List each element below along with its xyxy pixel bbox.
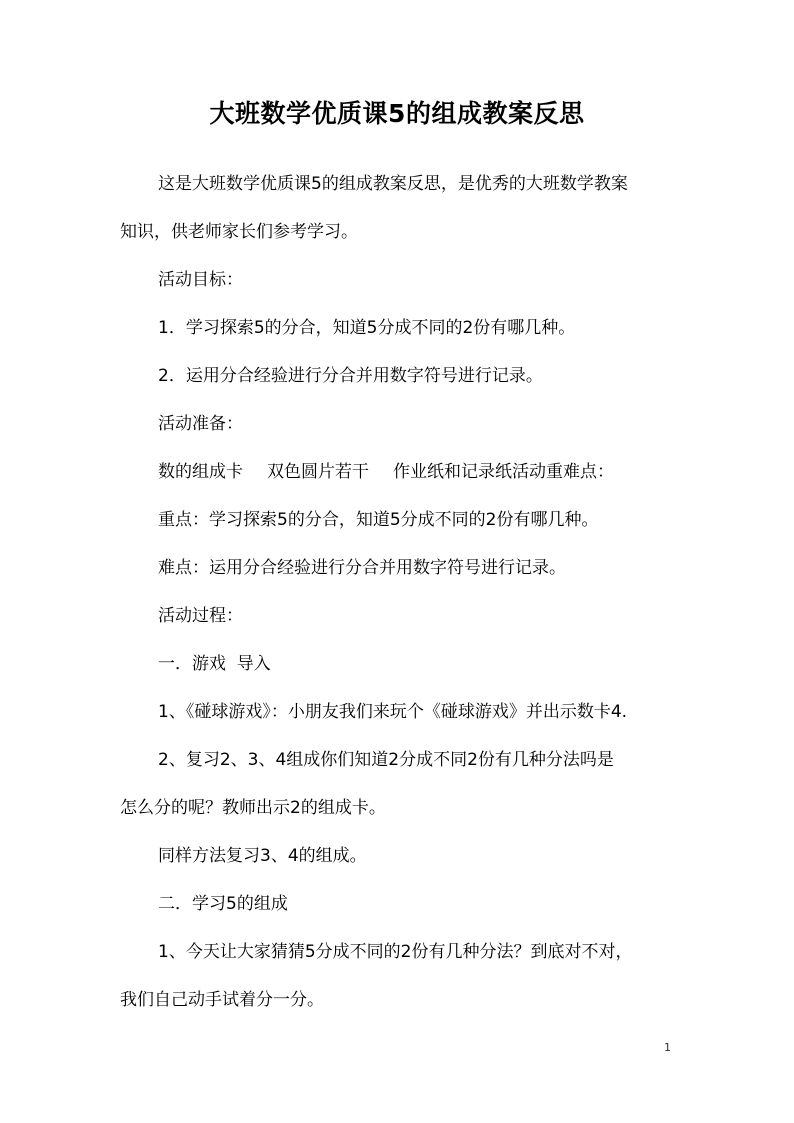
process-step-2-item-1-line-1: 1、今天让大家猜猜5分成不同的2份有几种分法？到底对不对， — [158, 942, 633, 962]
process-step-1-heading: 一．游戏 导入 — [158, 654, 271, 674]
difficult-point: 难点：运用分合经验进行分合并用数字符号进行记录。 — [158, 558, 566, 578]
process-step-2-heading: 二．学习5的组成 — [158, 894, 288, 914]
preparation-line — [120, 448, 718, 496]
process-step-1-item-3: 同样方法复习3、4的组成。 — [158, 846, 367, 866]
page-number: 1 — [664, 1041, 671, 1054]
goal-item-2: 2．运用分合经验进行分合并用数字符号进行记录。 — [158, 366, 543, 386]
section-heading-preparation: 活动准备： — [158, 414, 243, 434]
preparation-item-2: 双色圆片若干 — [267, 462, 369, 482]
preparation-item-1: 数的组成卡 — [158, 462, 243, 482]
process-step-1-item-2-line-2: 怎么分的呢？教师出示2的组成卡。 — [120, 798, 386, 818]
intro-line-2: 知识，供老师家长们参考学习。 — [120, 222, 358, 242]
section-heading-process: 活动过程： — [158, 606, 243, 626]
section-heading-goals: 活动目标： — [158, 270, 243, 290]
process-step-1-item-1: 1、《碰球游戏》：小朋友我们来玩个《碰球游戏》并出示数卡4. — [158, 702, 628, 722]
intro-line-1: 这是大班数学优质课5的组成教案反思，是优秀的大班数学教案 — [158, 174, 628, 194]
preparation-item-3: 作业纸和记录纸活动重难点： — [393, 462, 614, 482]
document-title: 大班数学优质课5的组成教案反思 — [209, 99, 585, 128]
process-step-2-item-1-line-2: 我们自己动手试着分一分。 — [120, 990, 324, 1010]
goal-item-1: 1．学习探索5的分合，知道5分成不同的2份有哪几种。 — [158, 318, 576, 338]
key-point: 重点：学习探索5的分合，知道5分成不同的2份有哪几种。 — [158, 510, 599, 530]
process-step-1-item-2-line-1: 2、复习2、3、4组成你们知道2分成不同2份有几种分法吗是 — [158, 750, 614, 770]
